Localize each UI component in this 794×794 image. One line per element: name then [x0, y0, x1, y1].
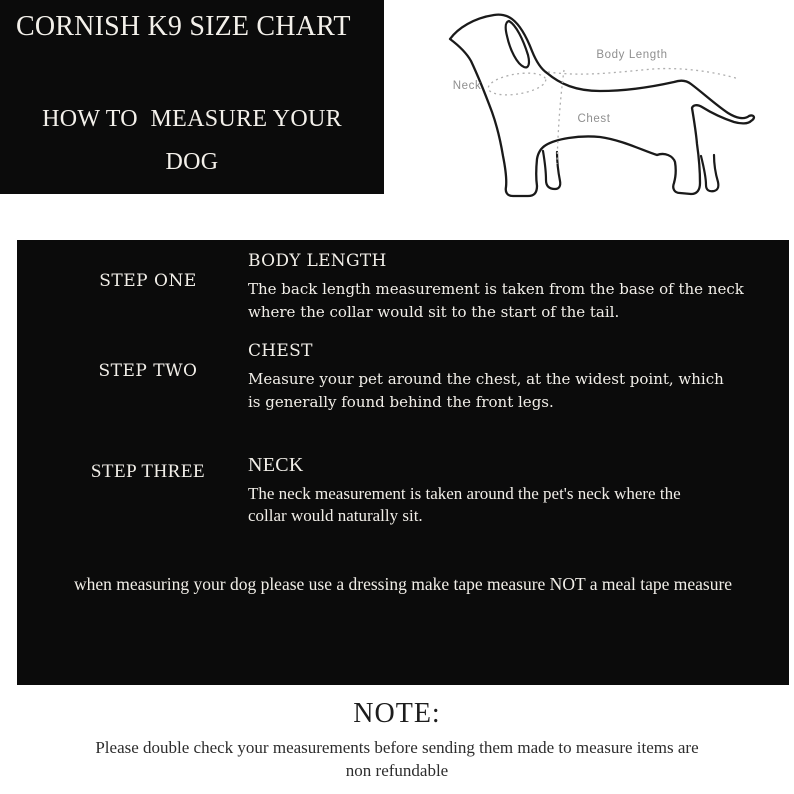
- body-length-desc-line1: The back length measurement is taken from the base of the neck: [248, 280, 744, 298]
- dachshund-outline-illustration: [408, 6, 788, 216]
- note-text: [0, 736, 794, 782]
- step-row-neck: [17, 453, 789, 527]
- chest-description: [248, 368, 759, 413]
- note-heading: NOTE:: [353, 698, 441, 729]
- neck-desc-line2: collar would naturally sit.: [248, 506, 423, 525]
- body-length-description: [248, 278, 759, 323]
- page-subtitle: [0, 106, 384, 175]
- note-section: [0, 699, 794, 782]
- subtitle-line1: HOW TO MEASURE YOUR: [42, 106, 342, 132]
- chest-desc-line2: is generally found behind the front legs.: [248, 392, 554, 411]
- step-row-body-length: [17, 250, 789, 323]
- dog-far-rear-leg: [701, 155, 718, 191]
- measurement-steps-panel: [17, 240, 789, 685]
- step-one-content: [248, 250, 789, 323]
- step-row-chest: [17, 340, 789, 413]
- subtitle-line2: DOG: [165, 149, 219, 175]
- neck-description: [248, 483, 759, 527]
- note-text-line1: Please double check your measurements before sending them made to measure items are: [95, 738, 699, 757]
- dog-measurement-diagram: [408, 6, 788, 216]
- neck-heading: NECK: [248, 454, 304, 476]
- step-two-label: STEP TWO: [98, 361, 198, 381]
- dog-far-front-leg: [543, 151, 560, 189]
- neck-label: Neck: [452, 80, 482, 92]
- body-length-measure-dotted-line: [548, 69, 739, 79]
- step-one-label: STEP ONE: [99, 271, 197, 291]
- note-text-line2: non refundable: [345, 761, 449, 780]
- step-three-content: [248, 453, 789, 527]
- body-length-desc-line2: where the collar would sit to the start of the tail.: [248, 302, 620, 321]
- chest-desc-line1: Measure your pet around the chest, at the widest point, which: [248, 370, 724, 388]
- step-three-label: STEP THREE: [90, 461, 206, 482]
- chest-heading: CHEST: [248, 341, 313, 361]
- header-box: [0, 0, 384, 194]
- page-title: CORNISH K9 SIZE CHART: [16, 11, 351, 42]
- chest-label: Chest: [577, 113, 611, 125]
- tape-measure-note: when measuring your dog please use a dressing make tape measure NOT a meal tape measure: [73, 574, 733, 594]
- body-length-heading: BODY LENGTH: [248, 251, 387, 271]
- body-length-label: Body Length: [596, 49, 668, 61]
- neck-desc-line1: The neck measurement is taken around the pet's neck where the: [248, 484, 681, 503]
- step-two-content: [248, 340, 789, 413]
